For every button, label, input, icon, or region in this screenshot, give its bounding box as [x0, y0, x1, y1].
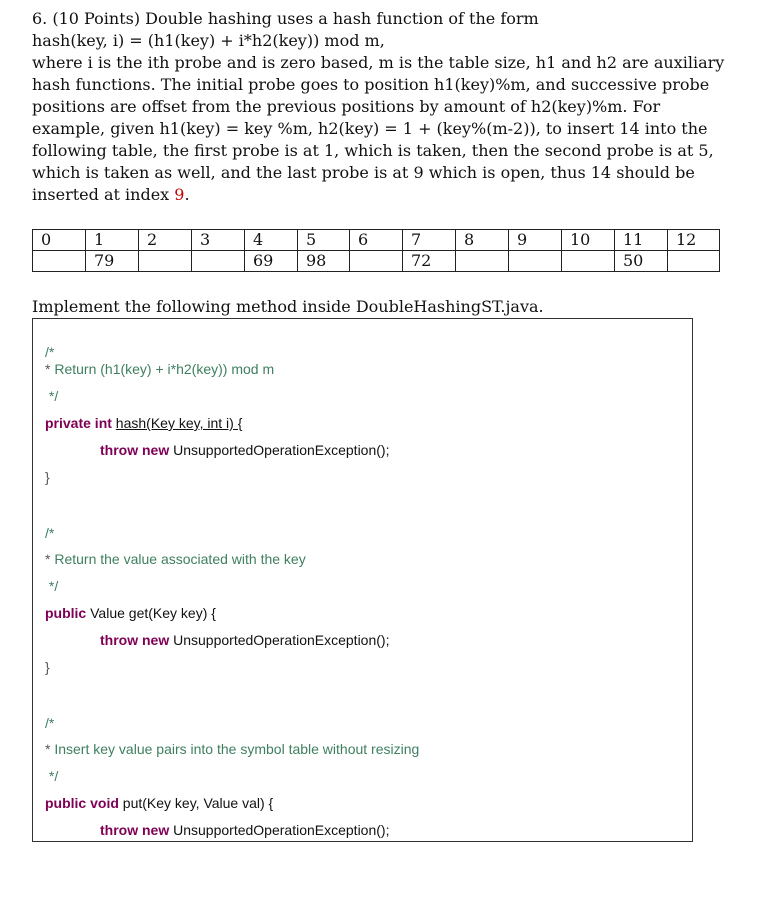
- index-cell: 6: [350, 230, 403, 251]
- value-cell: [350, 251, 403, 272]
- index-cell: 11: [615, 230, 668, 251]
- comment-text: Return the value associated with the key: [50, 551, 306, 567]
- problem-line: following table, the first probe is at 1, which is taken, then the second probe is at 5,: [32, 141, 714, 160]
- problem-heading: 6. (10 Points) Double hashing uses a hash function of the form: [32, 9, 539, 28]
- hash-table-value-row: [33, 251, 720, 272]
- value-cell: 98: [298, 251, 350, 272]
- problem-line: which is taken as well, and the last probe is at 9 which is open, thus 14 should be: [32, 163, 695, 182]
- answer-index: 9: [174, 185, 185, 204]
- keyword: private int: [45, 415, 116, 431]
- value-cell: [509, 251, 562, 272]
- comment-text: Return (h1(key) + i*h2(key)) mod m: [50, 361, 275, 377]
- problem-formula: hash(key, i) = (h1(key) + i*h2(key)) mod m,: [32, 31, 385, 50]
- problem-line: [32, 184, 732, 206]
- index-cell: 0: [33, 230, 86, 251]
- code-block: [32, 318, 693, 842]
- index-cell: 9: [509, 230, 562, 251]
- keyword: public: [45, 605, 91, 621]
- value-cell: [192, 251, 245, 272]
- value-cell: [139, 251, 192, 272]
- comment-line: * Insert key value pairs into the symbol table without resizing: [45, 741, 420, 757]
- keyword: throw new: [100, 442, 174, 458]
- keyword: throw new: [100, 632, 174, 648]
- value-cell: [33, 251, 86, 272]
- index-cell: 8: [456, 230, 509, 251]
- comment-line: * Return the value associated with the key: [45, 551, 306, 567]
- problem-line: example, given h1(key) = key %m, h2(key) = 1 + (key%(m-2)), to insert 14 into the: [32, 119, 708, 138]
- index-cell: 4: [245, 230, 298, 251]
- value-cell: [668, 251, 720, 272]
- throw-statement: [100, 821, 389, 839]
- problem-line: positions are offset from the previous positions by amount of h2(key)%m. For: [32, 97, 661, 116]
- method-signature: Value get(Key key) {: [90, 605, 216, 621]
- index-cell: 7: [403, 230, 456, 251]
- comment-open: /*: [45, 715, 55, 731]
- method-get-signature: [45, 604, 216, 622]
- value-cell: 72: [403, 251, 456, 272]
- exception-call: UnsupportedOperationException();: [173, 442, 390, 458]
- index-cell: 1: [86, 230, 139, 251]
- value-cell: [562, 251, 615, 272]
- exception-call: UnsupportedOperationException();: [173, 632, 390, 648]
- hash-table: [32, 229, 720, 272]
- close-brace: }: [45, 469, 50, 485]
- method-signature: put(Key key, Value val) {: [122, 795, 274, 811]
- throw-statement: [100, 631, 389, 649]
- index-cell: 10: [562, 230, 615, 251]
- index-cell: 5: [298, 230, 350, 251]
- method-put-signature: [45, 794, 273, 812]
- comment-close: */: [45, 768, 59, 784]
- close-brace: }: [45, 659, 50, 675]
- keyword: public void: [45, 795, 123, 811]
- value-cell: [456, 251, 509, 272]
- throw-statement: [100, 441, 389, 459]
- comment-text: Insert key value pairs into the symbol table without resizing: [50, 741, 420, 757]
- problem-statement: [32, 8, 732, 206]
- index-cell: 2: [139, 230, 192, 251]
- comment-close: */: [45, 388, 59, 404]
- problem-line-prefix: inserted at index: [32, 185, 175, 204]
- problem-line-suffix: .: [184, 185, 190, 204]
- index-cell: 12: [668, 230, 720, 251]
- index-cell: 3: [192, 230, 245, 251]
- value-cell: 79: [86, 251, 139, 272]
- exception-call: UnsupportedOperationException();: [173, 822, 390, 838]
- method-hash-signature: [45, 414, 242, 432]
- hash-table-index-row: [33, 230, 720, 251]
- comment-open: /*: [45, 525, 55, 541]
- keyword: throw new: [100, 822, 174, 838]
- implementation-instruction: Implement the following method inside DoubleHashingST.java.: [32, 297, 544, 316]
- value-cell: 69: [245, 251, 298, 272]
- value-cell: 50: [615, 251, 668, 272]
- comment-close: */: [45, 578, 59, 594]
- problem-line: where i is the ith probe and is zero based, m is the table size, h1 and h2 are auxiliary: [32, 53, 725, 72]
- problem-line: hash functions. The initial probe goes to position h1(key)%m, and successive probe: [32, 75, 710, 94]
- comment-open: /*: [45, 344, 55, 360]
- comment-line: * Return (h1(key) + i*h2(key)) mod m: [45, 361, 275, 377]
- method-signature: hash(Key key, int i) {: [115, 415, 243, 431]
